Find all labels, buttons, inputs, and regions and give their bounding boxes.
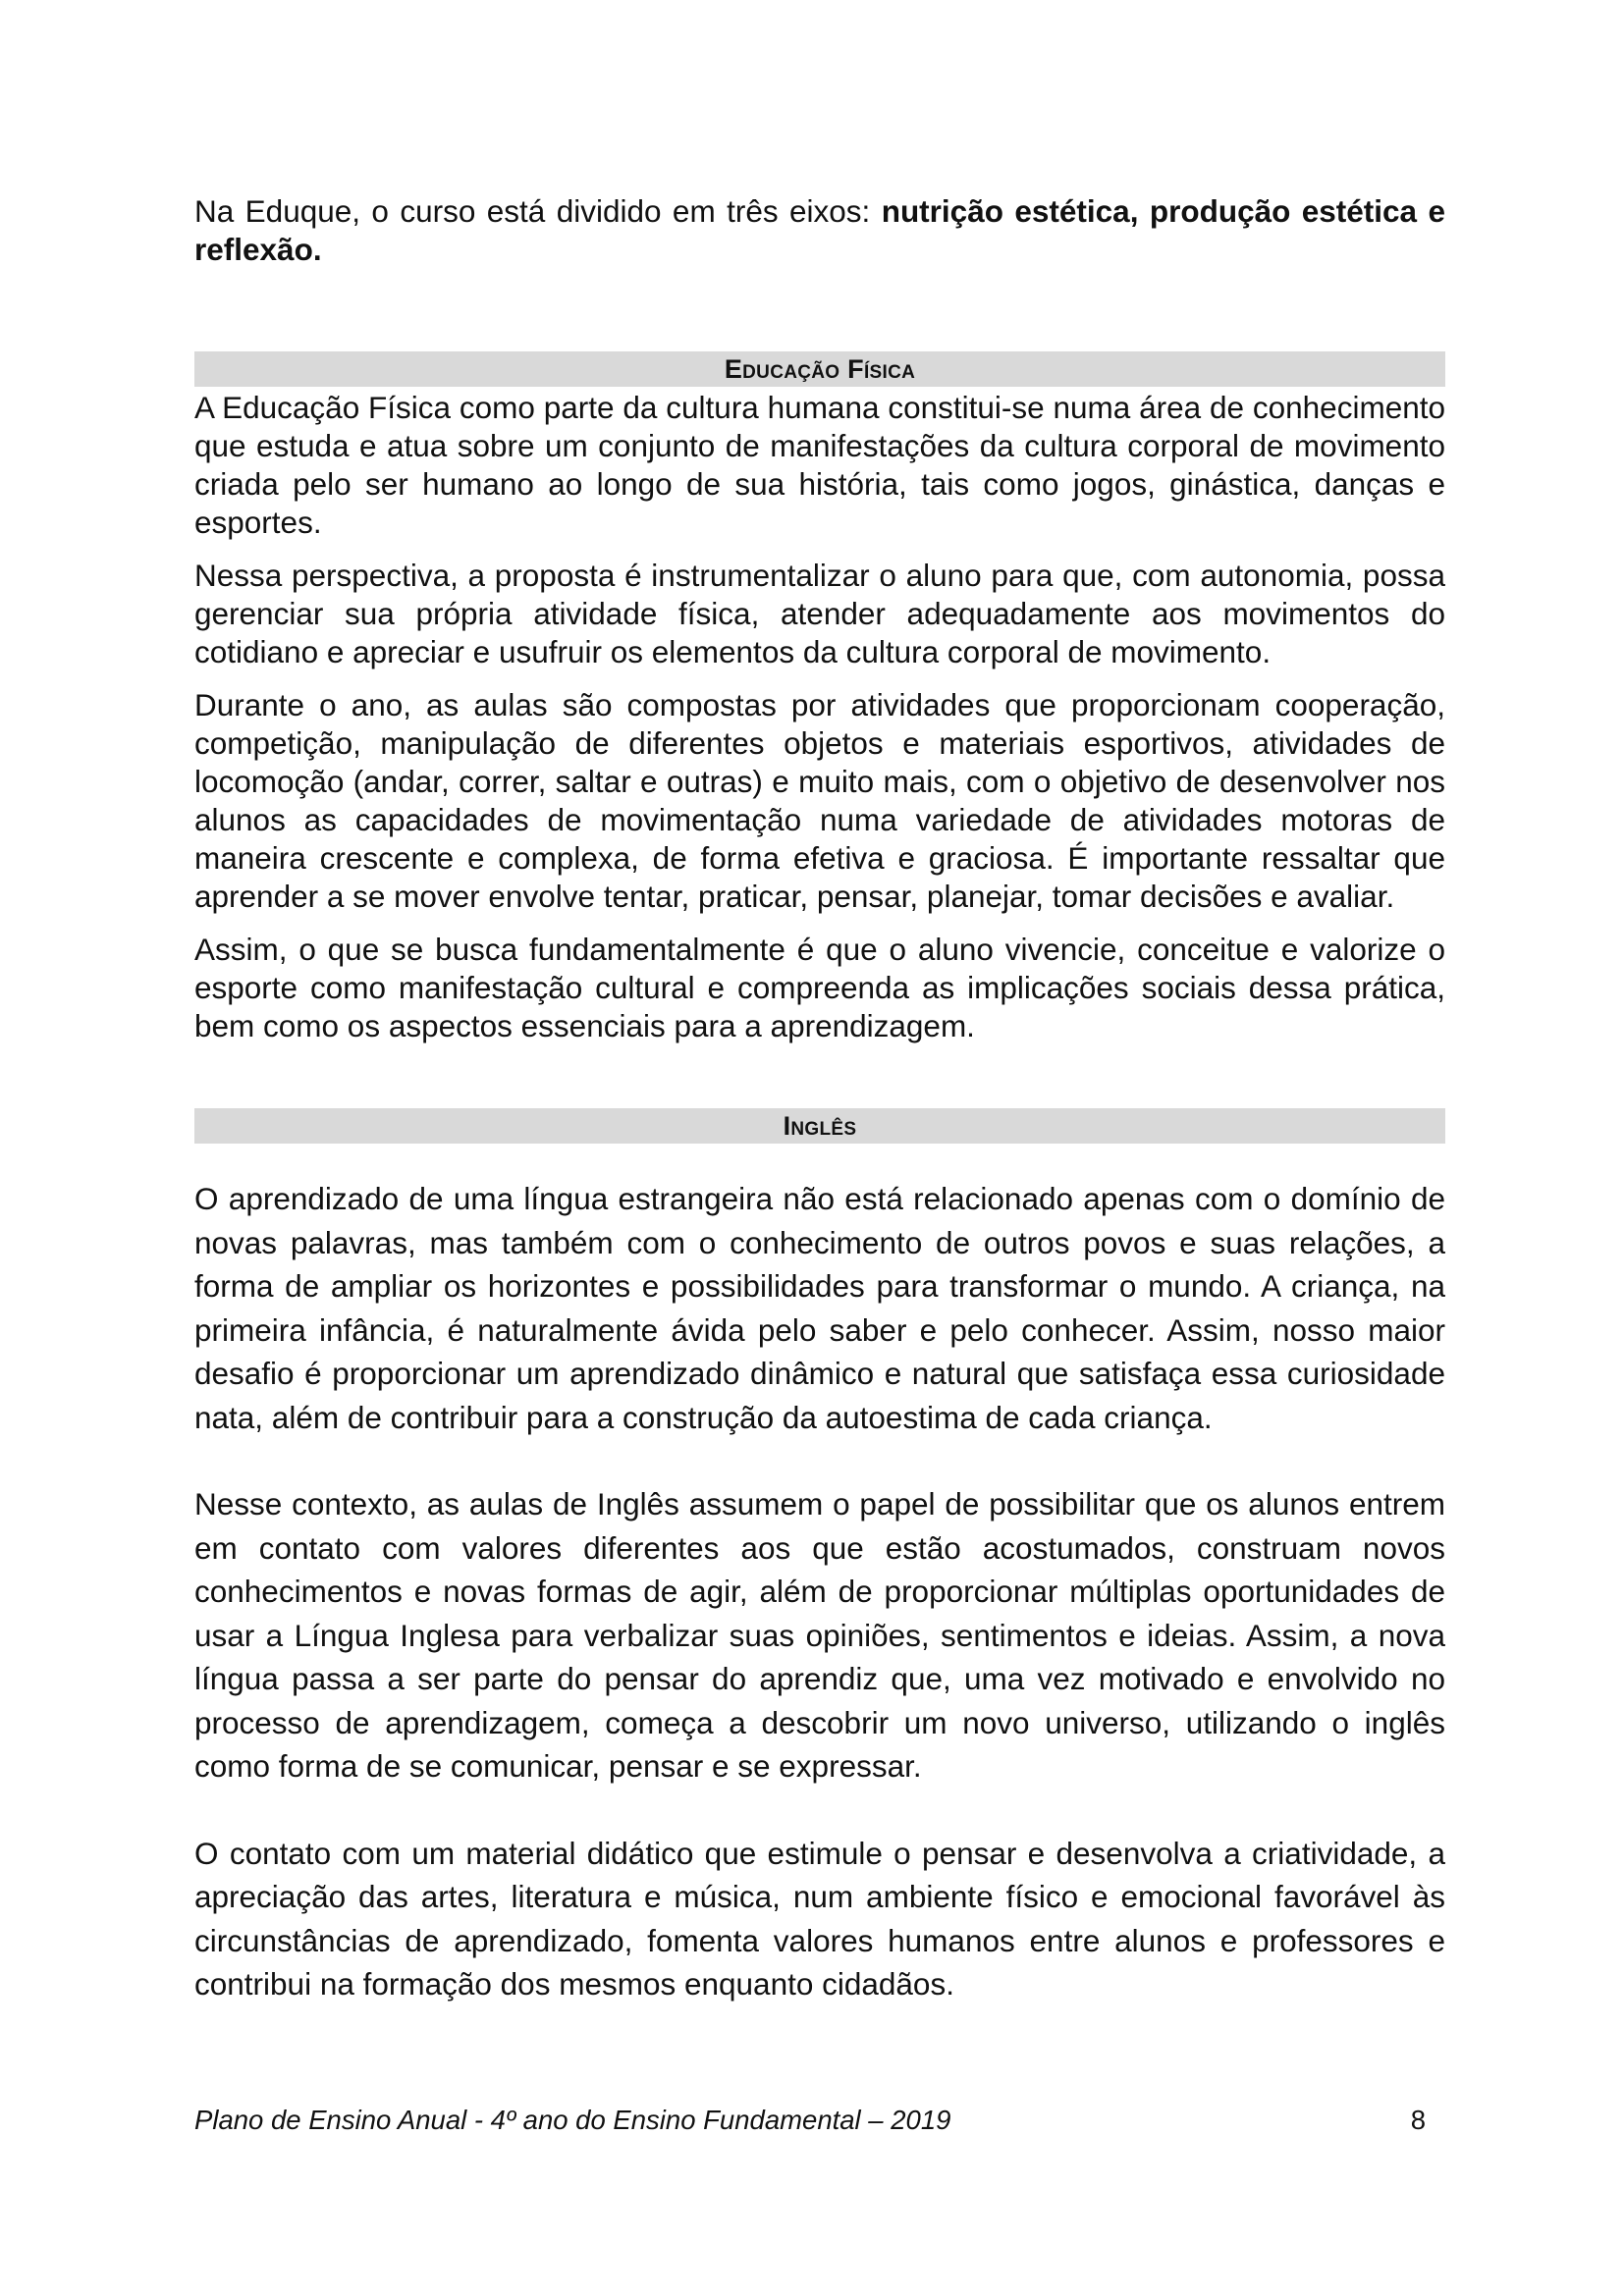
- footer-document-title: Plano de Ensino Anual - 4º ano do Ensino Fundamental – 2019: [194, 2105, 951, 2135]
- paragraph: Durante o ano, as aulas são compostas por atividades que proporcionam cooperação, competição, manipulação de diferentes objetos e materiais esportivos, atividades de locomoção (andar, correr, saltar e outras) e muito mais, com o objetivo de desenvolver nos alunos as capacidades de movimentação numa variedade de atividades motoras de maneira crescente e complexa, de forma efetiva e graciosa. É importante ressaltar que aprender a se mover envolve tentar, praticar, pensar, planejar, tomar decisões e avaliar.: [194, 687, 1445, 914]
- section-header-ingles: [194, 1108, 1445, 1144]
- intro-text: Na Eduque, o curso está dividido em três eixos:: [194, 193, 882, 229]
- paragraph: A Educação Física como parte da cultura humana constitui-se numa área de conhecimento que estuda e atua sobre um conjunto de manifestações da cultura corporal de movimento criada pelo ser humano ao longo de sua história, tais como jogos, ginástica, danças e esportes.: [194, 390, 1445, 540]
- section-title-educacao-fisica: Educação Física: [724, 354, 916, 384]
- paragraph: Nessa perspectiva, a proposta é instrumentalizar o aluno para que, com autonomia, possa gerenciar sua própria atividade física, atender adequadamente aos movimentos do cotidiano e apreciar e usufruir os elementos da cultura corporal de movimento.: [194, 558, 1445, 669]
- intro-axes-bold: nutrição estética, produção estética e reflexão.: [194, 193, 1445, 267]
- section-body-ingles: [194, 1177, 1445, 2006]
- page-content: [194, 192, 1445, 2050]
- page-number: 8: [1410, 2105, 1426, 2135]
- section-body-educacao-fisica: [194, 389, 1445, 1045]
- intro-paragraph: [194, 192, 1445, 269]
- section-title-ingles: Inglês: [783, 1111, 857, 1141]
- paragraph: Nesse contexto, as aulas de Inglês assumem o papel de possibilitar que os alunos entrem em contato com valores diferentes aos que estão acostumados, construam novos conhecimentos e novas formas de agir, além de proporcionar múltiplas oportunidades de usar a Língua Inglesa para verbalizar suas opiniões, sentimentos e ideias. Assim, a nova língua passa a ser parte do pensar do aprendiz que, uma vez motivado e envolvido no processo de aprendizagem, começa a descobrir um novo universo, utilizando o inglês como forma de se comunicar, pensar e se expressar.: [194, 1486, 1445, 1784]
- page-footer: [194, 2105, 1426, 2136]
- paragraph: Assim, o que se busca fundamentalmente é que o aluno vivencie, conceitue e valorize o esporte como manifestação cultural e compreenda as implicações sociais dessa prática, bem como os aspectos essenciais para a aprendizagem.: [194, 932, 1445, 1043]
- section-header-educacao-fisica: [194, 351, 1445, 387]
- paragraph: O contato com um material didático que estimule o pensar e desenvolva a criatividade, a apreciação das artes, literatura e música, num ambiente físico e emocional favorável às circunstâncias de aprendizado, fomenta valores humanos entre alunos e professores e contribui na formação dos mesmos enquanto cidadãos.: [194, 1835, 1445, 2002]
- paragraph: O aprendizado de uma língua estrangeira não está relacionado apenas com o domínio de novas palavras, mas também com o conhecimento de outros povos e suas relações, a forma de ampliar os horizontes e possibilidades para transformar o mundo. A criança, na primeira infância, é naturalmente ávida pelo saber e pelo conhecer. Assim, nosso maior desafio é proporcionar um aprendizado dinâmico e natural que satisfaça essa curiosidade nata, além de contribuir para a construção da autoestima de cada criança.: [194, 1181, 1445, 1435]
